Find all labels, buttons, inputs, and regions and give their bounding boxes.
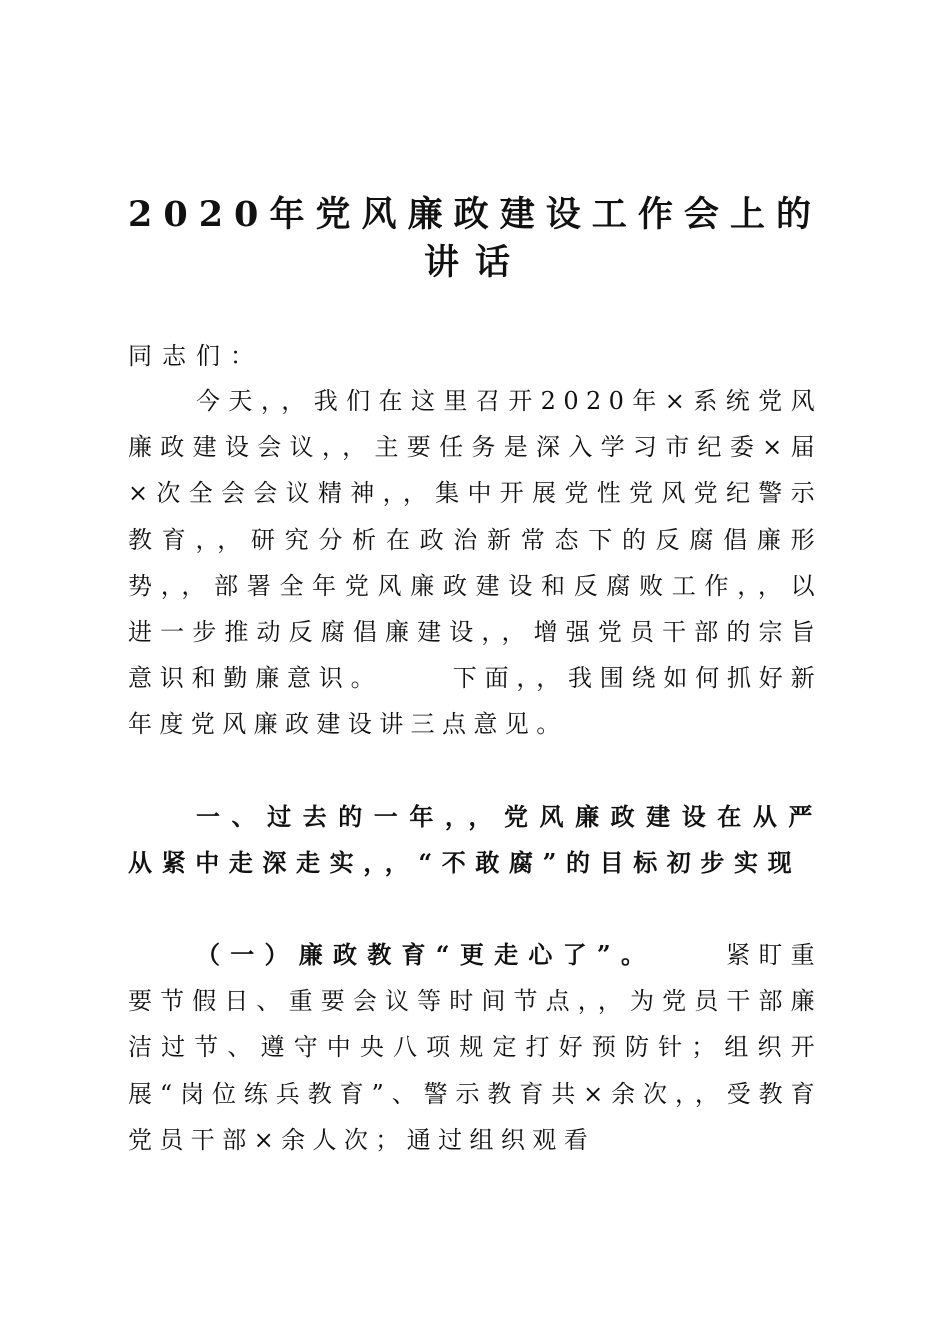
section-heading-1: 一、过去的一年，，党风廉政建设在从严从紧中走深走实，，“不敢腐”的目标初步实现 (128, 802, 822, 878)
salutation: 同志们： (128, 342, 264, 370)
subsection-heading-1: （一）廉政教育“更走心了”。 (196, 940, 656, 969)
opening-paragraph-part-1: 今天，，我们在这里召开2020年×系统党风廉政建设会议，，主要任务是深入学习市纪委×届×次全会会议精神，，集中开展党性党风党纪警示教育，，研究分析在政治新常态下的反腐倡廉形势，，部署全年党风廉政建设和反腐败工作，，以进一步推动反腐倡廉建设，，增强党员干部的宗旨意识和勤廉意识。 (128, 387, 822, 693)
opening-paragraph (128, 378, 822, 748)
document-title-line-2: 讲话 (423, 242, 526, 283)
document-title-line-1: 2020年党风廉政建设工作会上的 (128, 194, 822, 235)
section-1-paragraph (128, 932, 822, 1163)
opening-paragraph-part-2: 下面，，我围绕如何抓好新年度党风廉政建设讲三点意见。 (128, 664, 822, 739)
subsection-1-text: 紧盯重要节假日、重要会议等时间节点，，为党员干部廉洁过节、遵守中央八项规定打好预防针；组织开展“岗位练兵教育”、警示教育共×余次，，受教育党员干部×余人次；通过组织观看 (128, 941, 822, 1154)
